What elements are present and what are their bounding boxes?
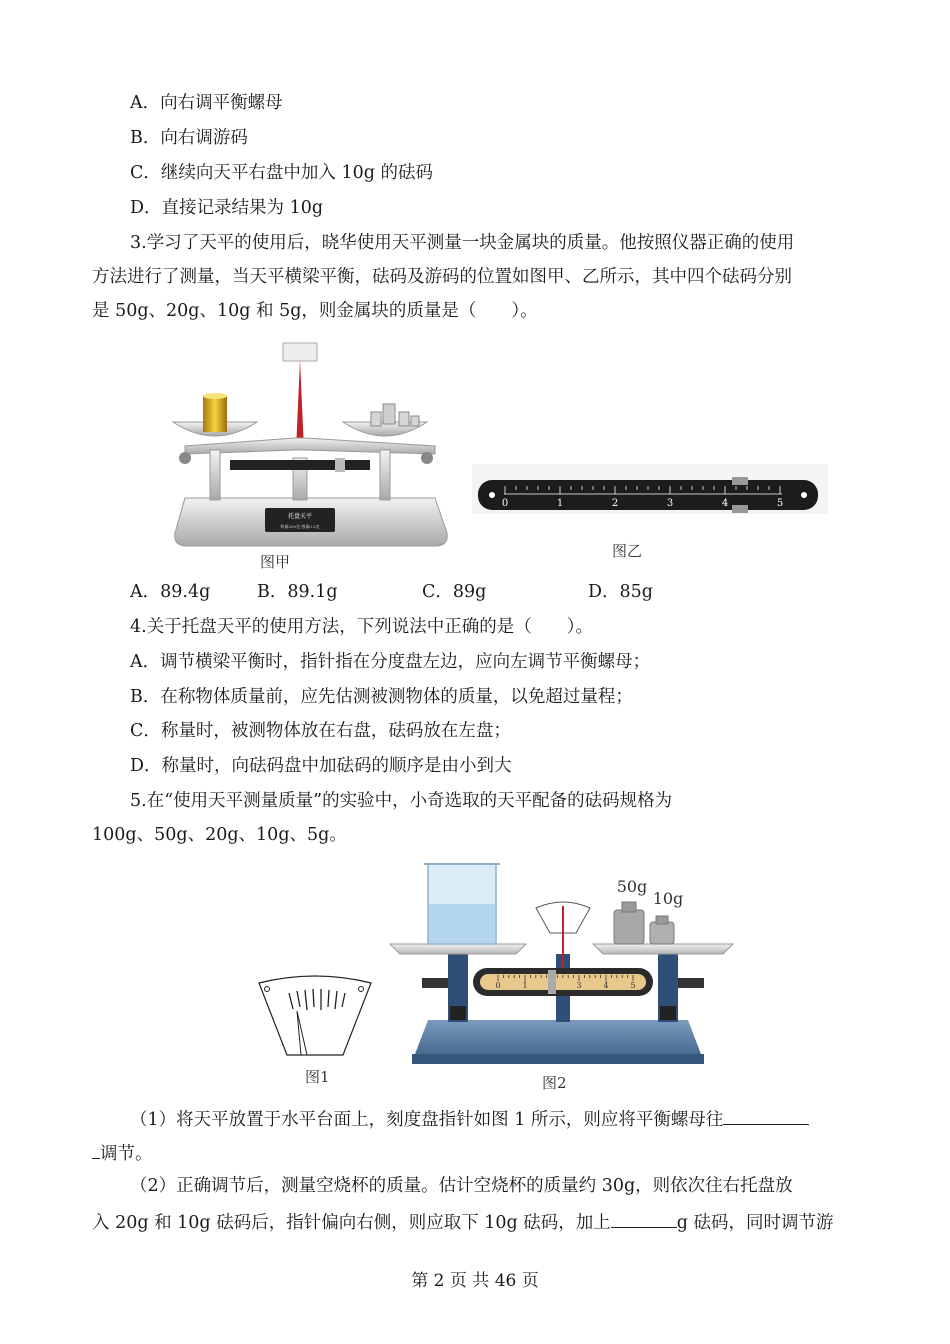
q3-stem-line-2: 方法进行了测量，当天平横梁平衡，砝码及游码的位置如图甲、乙所示，其中四个砝码分别 xyxy=(92,267,792,287)
q5-stem-line-1: 5.在“使用天平测量质量”的实验中，小奇选取的天平配备的砝码规格为 xyxy=(130,791,673,811)
page-footer: 第 2 页 共 46 页 xyxy=(411,1271,539,1291)
q5-sub1-blank[interactable] xyxy=(723,1106,809,1125)
q5-sub2-text: 入 20g 和 10g 砝码后，指针偏向右侧，则应取下 10g 砝码，加上 xyxy=(92,1213,611,1233)
q3-stem-line-3: 是 50g、20g、10g 和 5g，则金属块的质量是（ ）。 xyxy=(92,301,538,321)
fig2-caption: 图2 xyxy=(542,1074,567,1092)
q4-option-b: B．在称物体质量前，应先估测被测物体的质量，以免超过量程； xyxy=(130,687,633,707)
ruler-tick-label-4: 4 xyxy=(721,498,729,509)
fig2-tick-label-4: 4 xyxy=(603,981,609,990)
fig-yi-caption: 图乙 xyxy=(612,542,643,560)
weight-label-50g: 50g xyxy=(616,877,648,896)
pointer-dial-fig1 xyxy=(255,975,375,1060)
ruler-tick-label-1: 1 xyxy=(556,498,564,509)
q3-stem-line-1: 3.学习了天平的使用后，晓华使用天平测量一块金属块的质量。他按照仪器正确的使用 xyxy=(130,233,795,253)
fig2-tick-label-3: 3 xyxy=(576,981,582,990)
q3-option-b: B．89.1g xyxy=(257,582,338,602)
q5-sub2-line-1: （2）正确调节后，测量空烧杯的质量。估计空烧杯的质量约 30g，则依次往右托盘放 xyxy=(130,1176,793,1196)
balance-illustration-jia xyxy=(165,338,455,553)
q5-stem-line-2: 100g、50g、20g、10g、5g。 xyxy=(92,825,347,845)
q5-sub1-line-1 xyxy=(130,1106,809,1132)
q5-sub1-line-2 xyxy=(92,1140,153,1166)
q5-sub1-blank-tail xyxy=(92,1140,100,1159)
fig2-tick-label-5: 5 xyxy=(630,981,636,990)
fig2-tick-label-0: 0 xyxy=(495,981,501,990)
ruler-tick-label-2: 2 xyxy=(611,498,619,509)
q3-option-c: C．89g xyxy=(422,582,487,602)
q3-option-d: D．85g xyxy=(588,582,654,602)
fig2-tick-label-1: 1 xyxy=(522,981,528,990)
balance-illustration-fig2 xyxy=(388,858,738,1070)
q2-option-b: B．向右调游码 xyxy=(130,128,248,148)
q5-sub1-tail: 调节。 xyxy=(100,1144,153,1164)
q4-option-d: D．称量时，向砝码盘中加砝码的顺序是由小到大 xyxy=(130,756,512,776)
fig-jia-caption: 图甲 xyxy=(260,553,291,571)
weight-label-10g: 10g xyxy=(652,889,684,908)
fig1-caption: 图1 xyxy=(305,1068,330,1086)
ruler-tick-label-5: 5 xyxy=(776,498,784,509)
q2-option-d: D．直接记录结果为 10g xyxy=(130,198,324,218)
balance-plate-label: 托盘天平 xyxy=(287,513,313,520)
balance-plate-sub: 称量200克 感量0.2克 xyxy=(280,524,320,529)
q4-stem: 4.关于托盘天平的使用方法，下列说法中正确的是（ ）。 xyxy=(130,617,593,637)
ruler-tick-label-3: 3 xyxy=(666,498,674,509)
ruler-tick-label-0: 0 xyxy=(501,498,509,509)
q4-option-c: C．称量时，被测物体放在右盘，砝码放在左盘； xyxy=(130,721,511,741)
q3-option-a: A．89.4g xyxy=(130,582,211,602)
q2-option-c: C．继续向天平右盘中加入 10g 的砝码 xyxy=(130,163,433,183)
q2-option-a: A．向右调平衡螺母 xyxy=(130,93,283,113)
q4-option-a: A．调节横梁平衡时，指针指在分度盘左边，应向左调节平衡螺母； xyxy=(130,652,651,672)
rider-ruler-yi xyxy=(472,460,828,520)
q5-sub2-blank[interactable] xyxy=(611,1209,677,1228)
q5-sub2-text-tail: g 砝码，同时调节游 xyxy=(676,1213,834,1233)
q5-sub2-line-2 xyxy=(92,1209,834,1235)
q5-sub1-text: （1）将天平放置于水平台面上，刻度盘指针如图 1 所示，则应将平衡螺母往 xyxy=(130,1110,724,1130)
